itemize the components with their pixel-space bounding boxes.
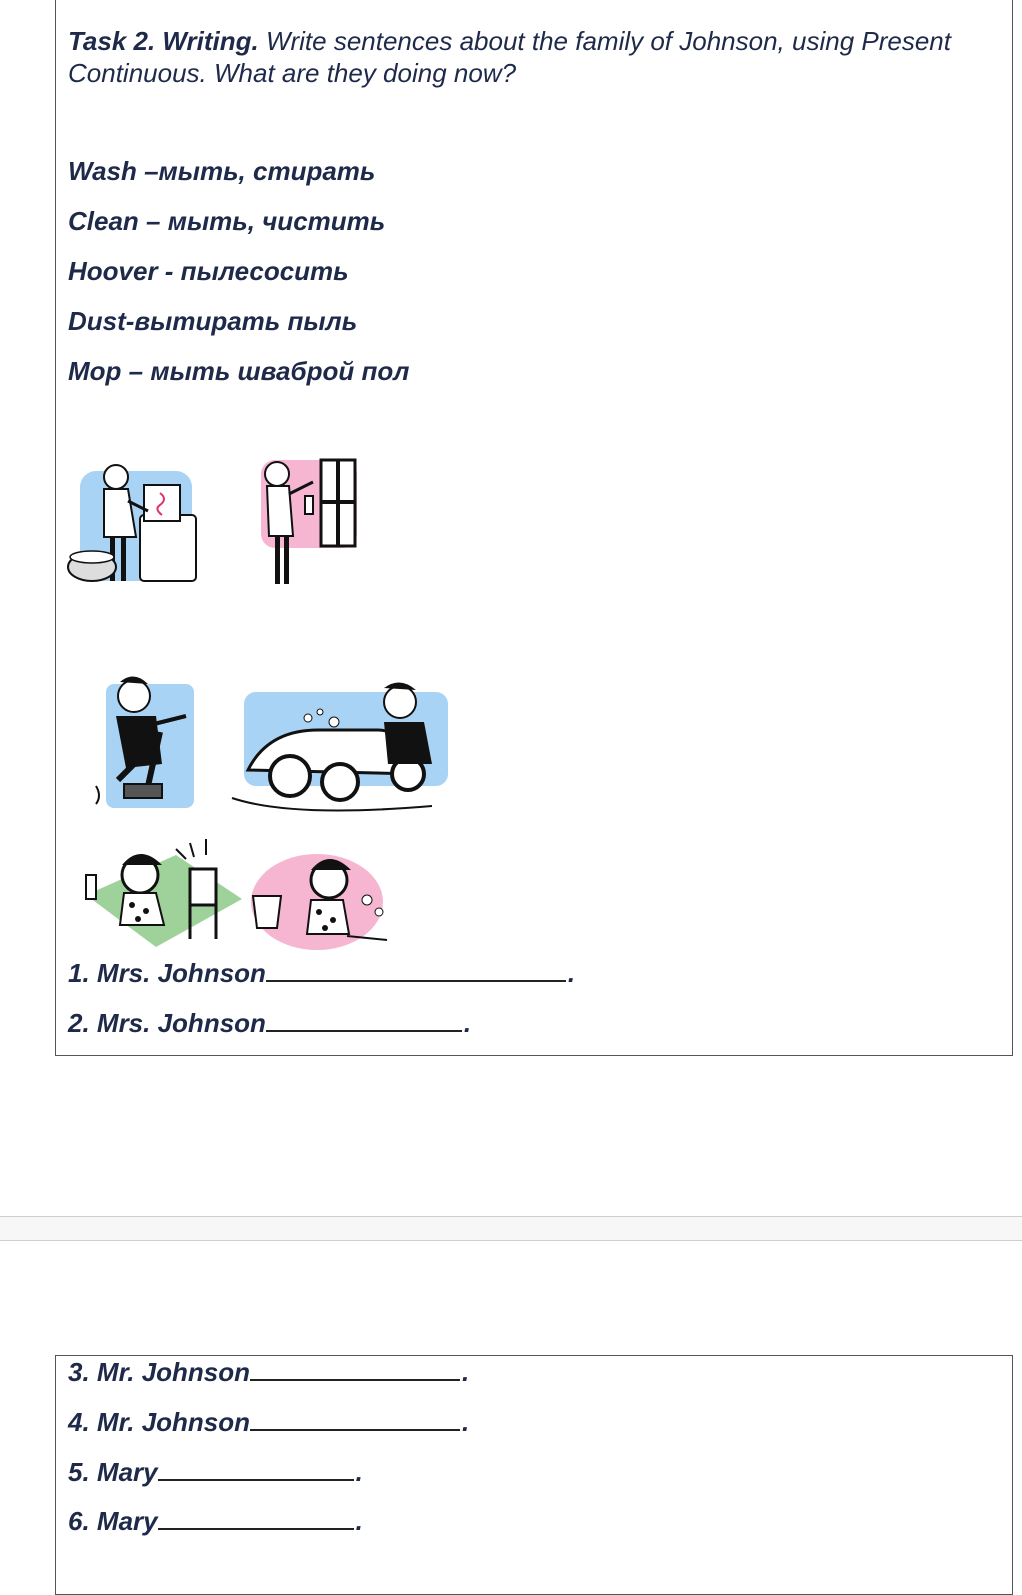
sentence-2-prompt: 2. Mrs. Johnson (68, 1008, 266, 1038)
man-hoovering-icon (90, 668, 200, 813)
answer-blank-4[interactable] (250, 1409, 460, 1431)
page-divider (0, 1217, 1022, 1240)
task-heading (68, 26, 951, 57)
task-title: Task 2. Writing. (68, 26, 259, 56)
task-instruction: Write sentences about the family of Johnson, using Present (258, 26, 951, 56)
sentence-6 (68, 1506, 363, 1537)
answer-blank-2[interactable] (266, 1010, 462, 1032)
answer-blank-6[interactable] (158, 1508, 354, 1530)
sentence-5-period: . (355, 1457, 363, 1487)
divider-line-bottom (0, 1240, 1022, 1241)
sentence-5-prompt: 5. Mary (68, 1457, 158, 1487)
woman-washing-laundry-icon (66, 455, 201, 590)
woman-cleaning-window-icon (255, 452, 365, 592)
sentence-4-prompt: 4. Mr. Johnson (68, 1407, 251, 1437)
vocab-item-hoover: Hoover - пылесосить (68, 256, 349, 286)
sentence-4-period: . (462, 1407, 470, 1437)
vocab-item-clean: Clean – мыть, чистить (68, 206, 386, 236)
vocab-item-wash: Wash –мыть, стирать (68, 156, 376, 186)
sentence-3 (68, 1357, 469, 1388)
sentence-2 (68, 1008, 471, 1039)
answer-blank-5[interactable] (158, 1459, 354, 1481)
divider-line-top (0, 1216, 1022, 1217)
sentence-3-prompt: 3. Mr. Johnson (68, 1357, 251, 1387)
sentence-2-period: . (463, 1008, 472, 1038)
sentence-6-period: . (355, 1506, 363, 1536)
sentence-1-period: . (567, 958, 576, 988)
sentence-5 (68, 1457, 363, 1488)
vocab-item-dust: Dust-вытирать пыль (68, 306, 358, 336)
sentence-6-prompt: 6. Mary (68, 1506, 158, 1536)
man-washing-car-icon (228, 678, 453, 826)
sentence-4 (68, 1407, 469, 1438)
answer-blank-3[interactable] (250, 1359, 460, 1381)
task-instruction-line2: Continuous. What are they doing now? (68, 58, 517, 88)
sentence-3-period: . (462, 1357, 470, 1387)
girl-mopping-icon (247, 850, 395, 950)
answer-blank-1[interactable] (266, 960, 566, 982)
girl-dusting-icon (66, 835, 244, 950)
sentence-1 (68, 958, 575, 989)
sentence-1-prompt: 1. Mrs. Johnson (68, 958, 266, 988)
vocab-item-mop: Mop – мыть швабрoй пол (68, 356, 410, 386)
